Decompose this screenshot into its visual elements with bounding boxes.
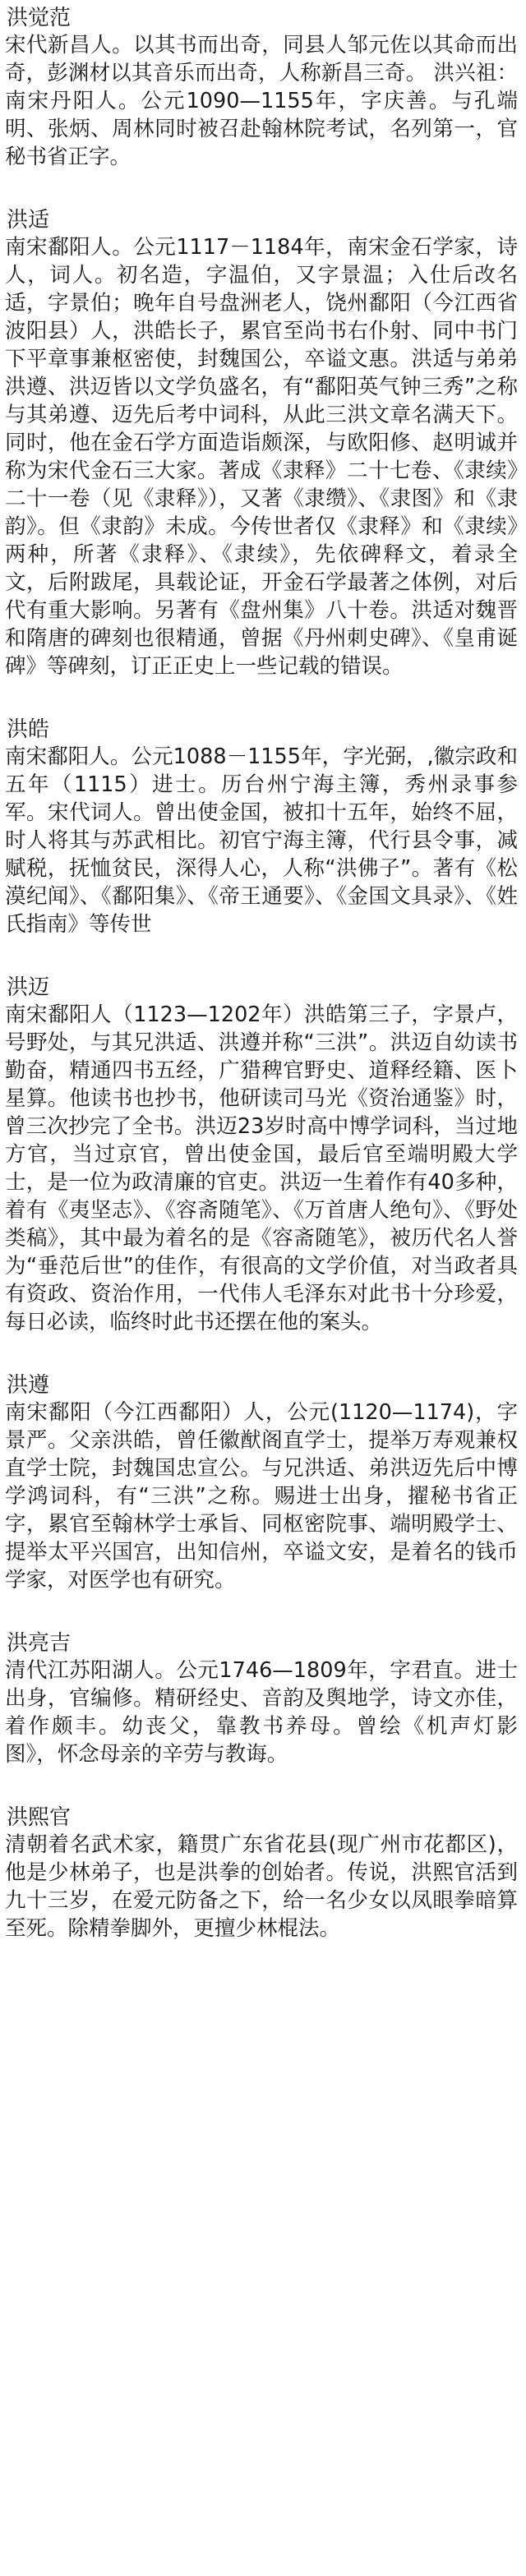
- entry-body: 清朝着名武术家，籍贯广东省花县(现广州市花都区)，他是少林弟子，也是洪拳的创始者。传说，洪熙官活到九十三岁，在爱元防备之下，给一名少女以凤眼拳暗算至死。除精拳脚外，更擅少林棍法。: [5, 1832, 518, 1941]
- entry-hong-juefan: [5, 5, 518, 171]
- entry-title: 洪遵: [7, 1373, 50, 1398]
- entry-hong-xiguan: [5, 1804, 518, 1942]
- entry-title: 洪熙官: [7, 1805, 72, 1830]
- entry-hong-liangji: [5, 1630, 518, 1768]
- entry-hong-shi: [5, 207, 518, 680]
- entry-title: 洪亮吉: [7, 1631, 72, 1656]
- entry-title: 洪皓: [7, 717, 50, 742]
- entry-title: 洪适: [7, 208, 50, 233]
- entry-body: 南宋鄱阳人。公元1088－1155年，字光弼，,徽宗政和五年（1115）进士。历台州宁海主簿，秀州录事参军。宋代词人。曾出使金国，被扣十五年，始终不屈，时人将其与苏武相比。初官宁海主簿，代行县令事，减赋税，抚恤贫民，深得人心，人称“洪佛子”。著有《松漠纪闻》、《鄱阳集》、《帝王通要》、《金国文具录》、《姓氏指南》等传世: [5, 744, 518, 937]
- entry-hong-mai: [5, 975, 518, 1336]
- entry-hong-hao: [5, 717, 518, 938]
- entry-body: 南宋鄱阳人（1123—1202年）洪皓第三子，字景卢，号野处，与其兄洪适、洪遵并称“三洪”。洪迈自幼读书勤奋，精通四书五经，广猎稗官野史、道释经籍、医卜星算。他读书也抄书，他研读司马光《资治通鉴》时，曾三次抄完了全书。洪迈23岁时高中博学词科，当过地方官，当过京官，曾出使金国，最后官至端明殿大学士，是一位为政清廉的官吏。洪迈一生着作有40多种，着有《夷坚志》、《容斋随笔》、《万首唐人绝句》、《野处类稿》，其中最为着名的是《容斋随笔》，被历代名人誉为“垂范后世”的佳作，有很高的文学价值，对当政者具有资政、资治作用，一代伟人毛泽东对此书十分珍爱，每日必读，临终时此书还摆在他的案头。: [5, 1002, 518, 1334]
- entry-title: 洪迈: [7, 975, 50, 1000]
- entry-body: 宋代新昌人。以其书而出奇，同县人邹元佐以其命而出奇，彭渊材以其音乐而出奇，人称新昌三奇。 洪兴祖：南宋丹阳人。公元1090—1155年，字庆善。与孔端明、张炳、周林同时被召赴翰林院考试，名列第一，官秘书省正字。: [5, 33, 518, 169]
- entry-body: 清代江苏阳湖人。公元1746—1809年，字君直。进士出身，官编修。精研经史、音韵及舆地学，诗文亦佳，着作颇丰。幼丧父，靠教书养母。曾绘《机声灯影图》，怀念母亲的辛劳与教诲。: [5, 1658, 518, 1767]
- entry-body: 南宋鄱阳人。公元1117－1184年，南宋金石学家，诗人，词人。初名造，字温伯，又字景温；入仕后改名适，字景伯；晚年自号盘洲老人，饶州鄱阳（今江西省波阳县）人，洪皓长子，累官至尚书右仆射、同中书门下平章事兼枢密使，封魏国公，卒谥文惠。洪适与弟弟洪遵、洪迈皆以文学负盛名，有“鄱阳英气钟三秀”之称与其弟遵、迈先后考中词科，从此三洪文章名满天下。同时，他在金石学方面造诣颇深，与欧阳修、赵明诚并称为宋代金石三大家。著成《隶释》二十七卷、《隶续》二十一卷（见《隶释》），又著《隶缵》、《隶图》和《隶韵》。但《隶韵》未成。今传世者仅《隶释》和《隶续》两种，所著《隶释》、《隶续》，先依碑释文，着录全文，后附跋尾，具载论证，开金石学最著之体例，对后代有重大影响。另著有《盘州集》八十卷。洪适对魏晋和隋唐的碑刻也很精通，曾据《丹州刺史碑》、《皇甫诞碑》等碑刻，订正正史上一些记载的错误。: [5, 235, 518, 679]
- entry-body: 南宋鄱阳（今江西鄱阳）人，公元(1120—1174)，字景严。父亲洪皓，曾任徽猷阁直学士，提举万寿观兼权直学士院，封魏国忠宣公。与兄洪适、弟洪迈先后中博学鸿词科，有“三洪”之称。赐进士出身，擢秘书省正字，累官至翰林学士承旨、同枢密院事、端明殿学士、提举太平兴国宫，出知信州，卒谥文安，是着名的钱币学家，对医学也有研究。: [5, 1400, 518, 1592]
- entry-hong-zun: [5, 1372, 518, 1594]
- entry-title: 洪觉范: [7, 6, 72, 30]
